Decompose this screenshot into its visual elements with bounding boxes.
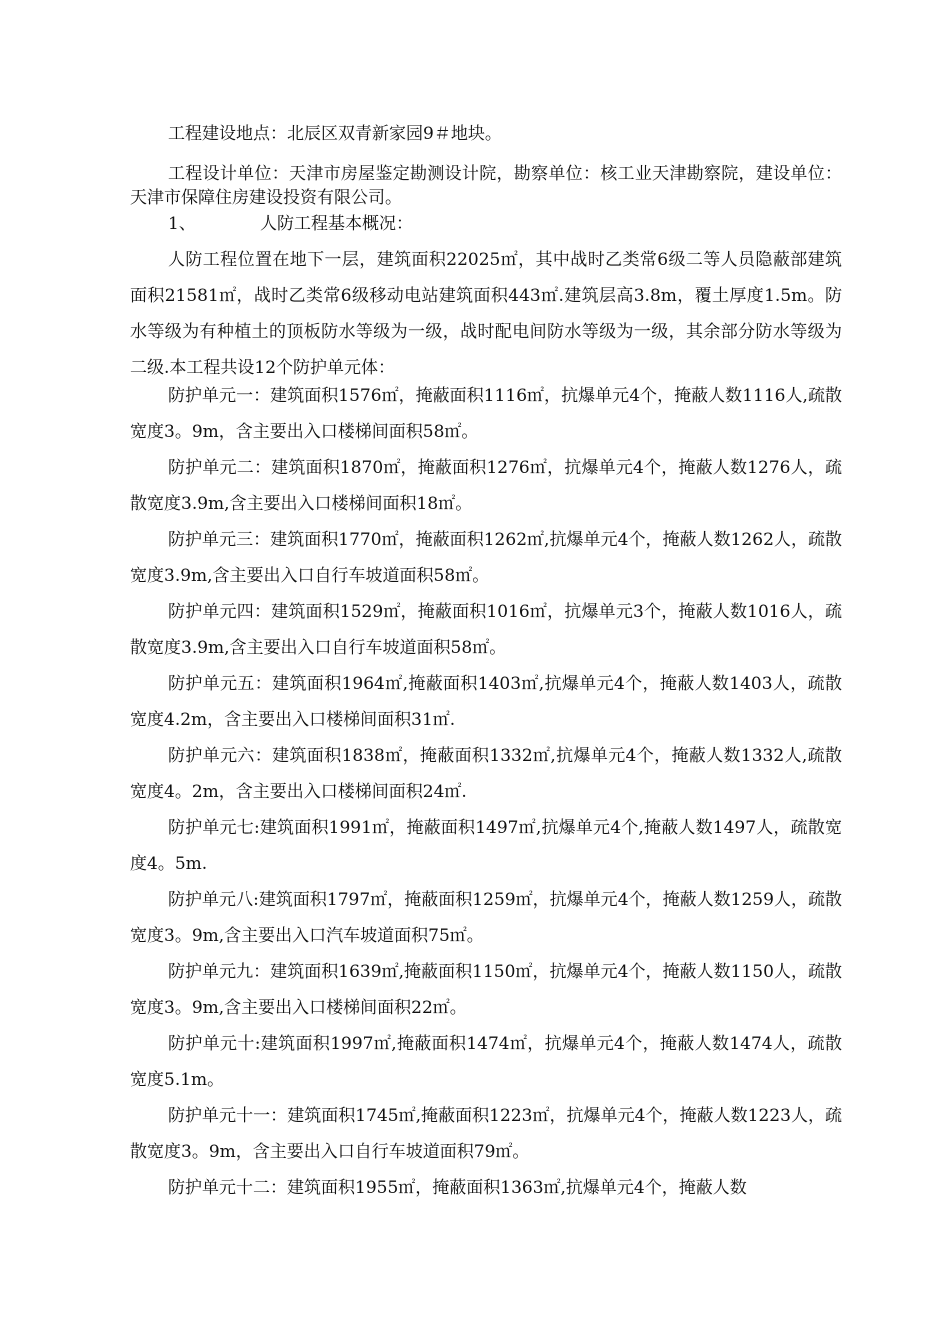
unit-paragraph-3: 防护单元三：建筑面积1770㎡，掩蔽面积1262㎡,抗爆单元4个，掩蔽人数1262人，疏散宽度3.9m,含主要出入口自行车坡道面积58㎡。 <box>130 530 842 586</box>
unit-paragraph-11: 防护单元十一：建筑面积1745㎡,掩蔽面积1223㎡，抗爆单元4个，掩蔽人数1223人，疏散宽度3。9m，含主要出入口自行车坡道面积79㎡。 <box>130 1106 842 1162</box>
site-paragraph: 工程建设地点：北辰区双青新家园9＃地块。 <box>168 124 502 144</box>
unit-paragraph-1: 防护单元一：建筑面积1576㎡，掩蔽面积1116㎡，抗爆单元4个，掩蔽人数1116人,疏散宽度3。9m，含主要出入口楼梯间面积58㎡。 <box>130 386 842 442</box>
unit-paragraph-9: 防护单元九：建筑面积1639㎡,掩蔽面积1150㎡，抗爆单元4个，掩蔽人数1150人，疏散宽度3。9m,含主要出入口楼梯间面积22㎡。 <box>130 962 842 1018</box>
section-heading <box>168 206 880 242</box>
unit-paragraph-6: 防护单元六：建筑面积1838㎡，掩蔽面积1332㎡,抗爆单元4个，掩蔽人数1332人,疏散宽度4。2m，含主要出入口楼梯间面积24㎡. <box>130 746 842 802</box>
unit-paragraph-8: 防护单元八:建筑面积1797㎡，掩蔽面积1259㎡，抗爆单元4个，掩蔽人数1259人，疏散宽度3。9m,含主要出入口汽车坡道面积75㎡。 <box>130 890 842 946</box>
unit-paragraph-7: 防护单元七:建筑面积1991㎡，掩蔽面积1497㎡,抗爆单元4个,掩蔽人数1497人，疏散宽度4。5m. <box>130 818 842 874</box>
unit-paragraph-10: 防护单元十:建筑面积1997㎡,掩蔽面积1474㎡，抗爆单元4个，掩蔽人数1474人，疏散宽度5.1m。 <box>130 1034 842 1090</box>
unit-paragraph-2: 防护单元二：建筑面积1870㎡，掩蔽面积1276㎡，抗爆单元4个，掩蔽人数1276人，疏散宽度3.9m,含主要出入口楼梯间面积18㎡。 <box>130 458 842 514</box>
unit-paragraph-5: 防护单元五：建筑面积1964㎡,掩蔽面积1403㎡,抗爆单元4个，掩蔽人数1403人，疏散宽度4.2m，含主要出入口楼梯间面积31㎡. <box>130 674 842 730</box>
section-title: 人防工程基本概况： <box>260 214 413 234</box>
section-number: 1、 <box>168 214 196 234</box>
unit-paragraph-12: 防护单元十二：建筑面积1955㎡，掩蔽面积1363㎡,抗爆单元4个，掩蔽人数 <box>168 1178 747 1198</box>
units-paragraph: 工程设计单位：天津市房屋鉴定勘测设计院，勘察单位：核工业天津勘察院，建设单位：天津市保障住房建设投资有限公司。 <box>130 164 842 208</box>
overview-paragraph: 人防工程位置在地下一层，建筑面积22025㎡，其中战时乙类常6级二等人员隐蔽部建筑面积21581㎡，战时乙类常6级移动电站建筑面积443㎡.建筑层高3.8m，覆土厚度1.5m。防水等级为有种植土的顶板防水等级为一级，战时配电间防水等级为一级，其余部分防水等级为二级.本工程共设12个防护单元体： <box>130 250 842 378</box>
unit-paragraph-4: 防护单元四：建筑面积1529㎡，掩蔽面积1016㎡，抗爆单元3个，掩蔽人数1016人，疏散宽度3.9m,含主要出入口自行车坡道面积58㎡。 <box>130 602 842 658</box>
